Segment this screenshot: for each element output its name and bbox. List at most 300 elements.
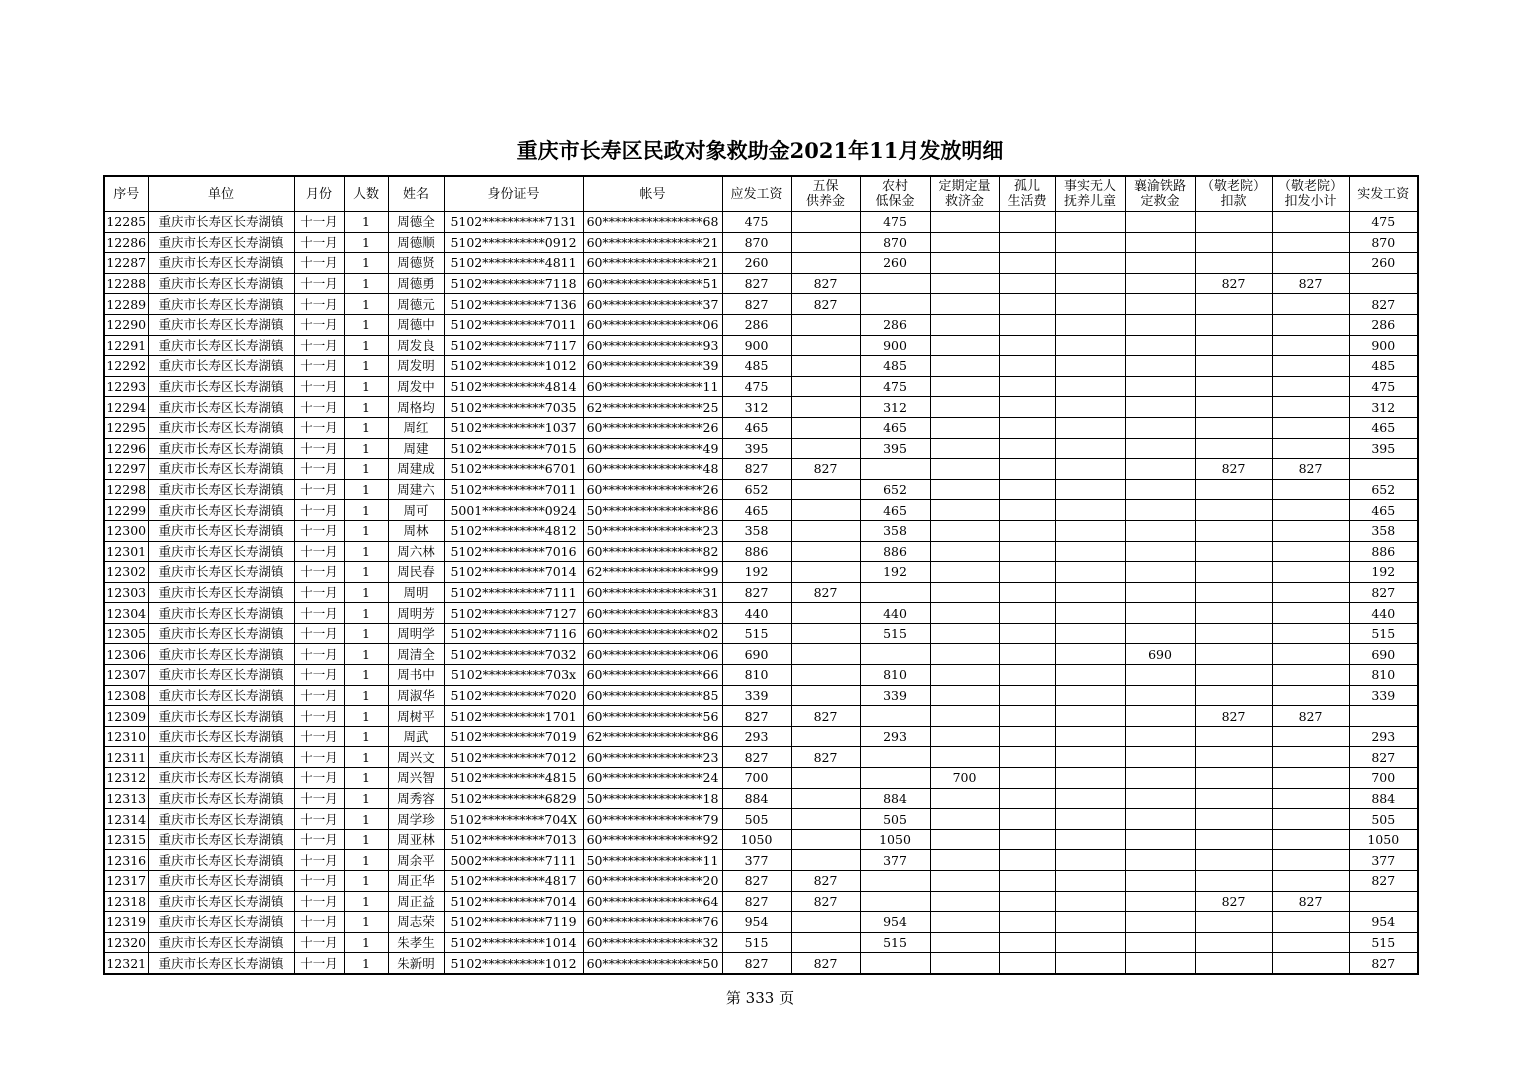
table-cell: 1050	[860, 829, 930, 850]
table-cell: 377	[860, 850, 930, 871]
table-cell: 1	[344, 314, 388, 335]
table-cell	[1125, 253, 1195, 274]
table-cell: 12286	[104, 232, 148, 253]
table-cell	[1272, 212, 1349, 233]
table-cell: 260	[860, 253, 930, 274]
table-row	[104, 314, 1418, 335]
table-cell: 377	[722, 850, 791, 871]
table-cell	[999, 603, 1055, 624]
table-cell	[1195, 356, 1272, 377]
table-cell	[1125, 747, 1195, 768]
table-cell: 1	[344, 891, 388, 912]
table-cell: 1050	[722, 829, 791, 850]
table-cell: 395	[722, 438, 791, 459]
table-cell: 440	[722, 603, 791, 624]
table-cell: 5102**********4812	[444, 520, 583, 541]
table-cell	[999, 953, 1055, 974]
table-cell: 重庆市长寿区长寿湖镇	[148, 891, 294, 912]
table-cell: 十一月	[294, 314, 344, 335]
table-cell	[791, 314, 860, 335]
table-body	[104, 212, 1418, 974]
table-cell: 12320	[104, 932, 148, 953]
table-cell	[1272, 356, 1349, 377]
table-cell: 十一月	[294, 459, 344, 480]
table-cell	[1272, 520, 1349, 541]
table-cell	[930, 397, 999, 418]
table-cell: 60****************92	[583, 829, 722, 850]
table-cell: 810	[1349, 665, 1418, 686]
table-cell: 12307	[104, 665, 148, 686]
table-cell	[1125, 273, 1195, 294]
table-cell: 60****************39	[583, 356, 722, 377]
table-cell: 十一月	[294, 932, 344, 953]
table-cell: 周建	[388, 438, 444, 459]
table-cell: 重庆市长寿区长寿湖镇	[148, 438, 294, 459]
table-cell: 周发良	[388, 335, 444, 356]
table-cell: 886	[860, 541, 930, 562]
table-row	[104, 685, 1418, 706]
table-cell: 十一月	[294, 212, 344, 233]
table-cell: 5102**********7131	[444, 212, 583, 233]
table-cell: 900	[860, 335, 930, 356]
table-cell	[791, 520, 860, 541]
table-cell	[1349, 891, 1418, 912]
table-cell: 周正益	[388, 891, 444, 912]
table-cell	[1125, 397, 1195, 418]
table-cell: 重庆市长寿区长寿湖镇	[148, 232, 294, 253]
table-cell: 50****************18	[583, 788, 722, 809]
table-cell: 870	[1349, 232, 1418, 253]
table-cell: 5102**********0912	[444, 232, 583, 253]
table-row	[104, 891, 1418, 912]
table-cell	[930, 932, 999, 953]
table-cell: 12310	[104, 726, 148, 747]
table-cell: 475	[1349, 376, 1418, 397]
table-cell	[860, 273, 930, 294]
table-cell	[1055, 479, 1125, 500]
table-cell	[1195, 500, 1272, 521]
table-cell: 192	[860, 562, 930, 583]
table-cell: 12304	[104, 603, 148, 624]
table-row	[104, 520, 1418, 541]
table-cell	[999, 212, 1055, 233]
table-cell	[1349, 459, 1418, 480]
table-cell: 827	[791, 582, 860, 603]
table-cell	[1195, 747, 1272, 768]
table-cell	[1195, 768, 1272, 789]
table-cell: 827	[722, 459, 791, 480]
table-cell: 60****************31	[583, 582, 722, 603]
table-cell	[999, 850, 1055, 871]
table-cell	[1125, 623, 1195, 644]
table-cell	[1055, 912, 1125, 933]
table-cell: 60****************02	[583, 623, 722, 644]
column-header: （敬老院） 扣发小计	[1272, 176, 1349, 212]
table-cell: 260	[1349, 253, 1418, 274]
table-cell	[1125, 520, 1195, 541]
table-cell	[1195, 665, 1272, 686]
table-cell	[930, 644, 999, 665]
table-cell	[1272, 479, 1349, 500]
table-cell	[791, 623, 860, 644]
table-cell: 1	[344, 582, 388, 603]
table-cell: 十一月	[294, 541, 344, 562]
table-cell: 12290	[104, 314, 148, 335]
table-cell	[930, 685, 999, 706]
table-cell: 515	[1349, 623, 1418, 644]
table-cell	[1272, 829, 1349, 850]
table-cell: 60****************85	[583, 685, 722, 706]
table-cell	[1055, 788, 1125, 809]
table-cell: 十一月	[294, 644, 344, 665]
table-cell	[1272, 850, 1349, 871]
table-cell	[1195, 479, 1272, 500]
table-cell: 重庆市长寿区长寿湖镇	[148, 562, 294, 583]
table-cell	[791, 850, 860, 871]
table-cell: 重庆市长寿区长寿湖镇	[148, 829, 294, 850]
table-cell: 827	[722, 273, 791, 294]
table-cell	[1272, 932, 1349, 953]
table-cell: 十一月	[294, 500, 344, 521]
table-cell: 周德勇	[388, 273, 444, 294]
table-cell	[999, 768, 1055, 789]
table-cell: 5102**********4814	[444, 376, 583, 397]
table-cell: 827	[1195, 273, 1272, 294]
table-cell	[791, 603, 860, 624]
table-cell: 5002**********7111	[444, 850, 583, 871]
table-cell: 827	[1349, 871, 1418, 892]
table-cell: 1	[344, 644, 388, 665]
table-cell: 重庆市长寿区长寿湖镇	[148, 665, 294, 686]
table-cell: 12291	[104, 335, 148, 356]
column-header: 单位	[148, 176, 294, 212]
table-cell: 884	[722, 788, 791, 809]
table-cell: 1	[344, 623, 388, 644]
table-cell	[791, 562, 860, 583]
table-cell: 周明芳	[388, 603, 444, 624]
table-cell: 12316	[104, 850, 148, 871]
table-cell: 1	[344, 665, 388, 686]
table-cell: 5102**********7117	[444, 335, 583, 356]
table-cell: 827	[1272, 459, 1349, 480]
table-cell	[1195, 212, 1272, 233]
table-cell	[1272, 376, 1349, 397]
table-cell	[791, 438, 860, 459]
table-cell	[791, 912, 860, 933]
table-cell: 1	[344, 397, 388, 418]
table-cell	[1125, 829, 1195, 850]
table-cell: 1	[344, 253, 388, 274]
table-cell: 60****************06	[583, 314, 722, 335]
table-cell	[999, 294, 1055, 315]
table-cell	[1055, 891, 1125, 912]
table-cell: 286	[860, 314, 930, 335]
table-cell: 870	[860, 232, 930, 253]
table-cell: 周德顺	[388, 232, 444, 253]
table-cell: 重庆市长寿区长寿湖镇	[148, 520, 294, 541]
table-cell: 重庆市长寿区长寿湖镇	[148, 356, 294, 377]
table-cell: 485	[722, 356, 791, 377]
table-cell: 827	[791, 706, 860, 727]
table-cell: 重庆市长寿区长寿湖镇	[148, 603, 294, 624]
table-cell	[1125, 706, 1195, 727]
table-cell: 1	[344, 520, 388, 541]
table-cell	[1195, 294, 1272, 315]
table-cell	[930, 603, 999, 624]
table-cell: 12289	[104, 294, 148, 315]
table-cell: 12296	[104, 438, 148, 459]
table-cell	[1055, 582, 1125, 603]
table-cell: 5102**********7035	[444, 397, 583, 418]
table-cell: 827	[722, 706, 791, 727]
table-cell	[1125, 850, 1195, 871]
table-cell: 60****************66	[583, 665, 722, 686]
table-cell: 周余平	[388, 850, 444, 871]
table-cell: 900	[1349, 335, 1418, 356]
table-cell: 339	[722, 685, 791, 706]
table-cell	[1272, 232, 1349, 253]
table-cell: 60****************06	[583, 644, 722, 665]
table-cell: 395	[1349, 438, 1418, 459]
table-cell: 1	[344, 232, 388, 253]
table-cell	[1055, 953, 1125, 974]
table-cell: 朱新明	[388, 953, 444, 974]
table-cell	[930, 912, 999, 933]
table-cell: 12321	[104, 953, 148, 974]
table-cell	[999, 479, 1055, 500]
table-cell: 827	[791, 294, 860, 315]
table-cell: 62****************86	[583, 726, 722, 747]
table-cell	[999, 541, 1055, 562]
table-cell	[930, 747, 999, 768]
table-cell	[930, 582, 999, 603]
table-cell	[1125, 891, 1195, 912]
table-cell	[791, 809, 860, 830]
table-cell	[791, 397, 860, 418]
table-cell: 870	[722, 232, 791, 253]
table-cell: 重庆市长寿区长寿湖镇	[148, 706, 294, 727]
table-cell: 5102**********4815	[444, 768, 583, 789]
table-cell: 十一月	[294, 685, 344, 706]
table-cell	[930, 232, 999, 253]
table-cell: 12285	[104, 212, 148, 233]
table-cell	[1125, 314, 1195, 335]
table-cell: 1	[344, 932, 388, 953]
table-cell: 周六林	[388, 541, 444, 562]
table-cell: 周发中	[388, 376, 444, 397]
table-cell	[1055, 232, 1125, 253]
table-cell: 827	[1272, 706, 1349, 727]
table-cell	[999, 644, 1055, 665]
table-cell: 690	[1349, 644, 1418, 665]
table-cell	[791, 376, 860, 397]
table-cell: 重庆市长寿区长寿湖镇	[148, 479, 294, 500]
table-cell	[1055, 562, 1125, 583]
table-cell	[1272, 335, 1349, 356]
table-cell	[860, 871, 930, 892]
table-cell: 50****************23	[583, 520, 722, 541]
table-cell: 5102**********7020	[444, 685, 583, 706]
table-row	[104, 273, 1418, 294]
table-cell: 12298	[104, 479, 148, 500]
table-cell: 60****************21	[583, 253, 722, 274]
table-cell: 12288	[104, 273, 148, 294]
table-cell	[1125, 871, 1195, 892]
table-cell: 1	[344, 747, 388, 768]
table-cell	[1195, 253, 1272, 274]
table-cell: 周学珍	[388, 809, 444, 830]
table-cell	[1195, 644, 1272, 665]
table-row	[104, 397, 1418, 418]
table-cell: 810	[860, 665, 930, 686]
table-cell	[999, 356, 1055, 377]
table-cell: 重庆市长寿区长寿湖镇	[148, 932, 294, 953]
table-cell	[1125, 562, 1195, 583]
table-cell	[1195, 562, 1272, 583]
table-cell	[930, 500, 999, 521]
table-cell	[930, 335, 999, 356]
table-cell: 192	[722, 562, 791, 583]
table-cell	[1195, 603, 1272, 624]
table-cell: 周发明	[388, 356, 444, 377]
table-cell	[1125, 726, 1195, 747]
table-cell	[930, 562, 999, 583]
table-row	[104, 232, 1418, 253]
table-cell: 周格均	[388, 397, 444, 418]
table-cell: 60****************93	[583, 335, 722, 356]
table-cell	[1055, 685, 1125, 706]
table-cell	[1195, 314, 1272, 335]
table-cell: 312	[860, 397, 930, 418]
table-cell: 周兴智	[388, 768, 444, 789]
table-cell	[1055, 314, 1125, 335]
table-cell: 5102**********6829	[444, 788, 583, 809]
table-cell: 十一月	[294, 809, 344, 830]
table-cell: 690	[1125, 644, 1195, 665]
table-cell	[1125, 932, 1195, 953]
table-cell: 重庆市长寿区长寿湖镇	[148, 273, 294, 294]
table-cell: 312	[722, 397, 791, 418]
table-cell: 465	[1349, 500, 1418, 521]
table-cell	[791, 335, 860, 356]
table-cell	[999, 232, 1055, 253]
table-cell: 十一月	[294, 356, 344, 377]
table-cell: 60****************24	[583, 768, 722, 789]
table-cell: 60****************64	[583, 891, 722, 912]
table-cell	[1272, 953, 1349, 974]
column-header: 事实无人 抚养儿童	[1055, 176, 1125, 212]
table-cell: 700	[930, 768, 999, 789]
column-header: 应发工资	[722, 176, 791, 212]
table-cell: 339	[1349, 685, 1418, 706]
table-cell	[930, 541, 999, 562]
table-cell: 5102**********7011	[444, 479, 583, 500]
table-row	[104, 417, 1418, 438]
table-cell: 5102**********7014	[444, 891, 583, 912]
table-row	[104, 582, 1418, 603]
table-cell	[1055, 747, 1125, 768]
table-row	[104, 212, 1418, 233]
table-row	[104, 953, 1418, 974]
table-cell: 1	[344, 809, 388, 830]
column-header: （敬老院） 扣款	[1195, 176, 1272, 212]
table-cell: 重庆市长寿区长寿湖镇	[148, 871, 294, 892]
table-cell	[860, 294, 930, 315]
table-cell: 周德中	[388, 314, 444, 335]
table-cell: 1	[344, 541, 388, 562]
table-cell	[999, 665, 1055, 686]
table-cell: 12308	[104, 685, 148, 706]
table-row	[104, 603, 1418, 624]
table-cell: 重庆市长寿区长寿湖镇	[148, 768, 294, 789]
table-cell: 1	[344, 953, 388, 974]
table-cell	[1125, 479, 1195, 500]
table-cell: 十一月	[294, 253, 344, 274]
table-cell	[1272, 912, 1349, 933]
table-cell: 60****************79	[583, 809, 722, 830]
table-cell	[1125, 582, 1195, 603]
table-cell	[791, 541, 860, 562]
table-cell	[999, 520, 1055, 541]
table-cell: 12312	[104, 768, 148, 789]
table-cell: 827	[1195, 891, 1272, 912]
table-cell: 1	[344, 706, 388, 727]
table-cell: 1	[344, 603, 388, 624]
table-cell	[1125, 541, 1195, 562]
table-cell: 5102**********6701	[444, 459, 583, 480]
table-cell: 358	[722, 520, 791, 541]
table-cell: 286	[722, 314, 791, 335]
table-row	[104, 294, 1418, 315]
table-cell: 周建成	[388, 459, 444, 480]
table-row	[104, 788, 1418, 809]
table-cell: 十一月	[294, 397, 344, 418]
table-cell	[1055, 253, 1125, 274]
table-cell: 954	[722, 912, 791, 933]
table-cell	[1055, 850, 1125, 871]
table-cell	[791, 829, 860, 850]
table-cell: 652	[860, 479, 930, 500]
table-cell: 5102**********4811	[444, 253, 583, 274]
table-cell	[1055, 541, 1125, 562]
table-cell: 690	[722, 644, 791, 665]
table-cell: 周德元	[388, 294, 444, 315]
table-cell	[1055, 809, 1125, 830]
table-cell: 60****************21	[583, 232, 722, 253]
table-cell	[860, 768, 930, 789]
column-header: 身份证号	[444, 176, 583, 212]
table-cell: 293	[1349, 726, 1418, 747]
table-cell	[1125, 500, 1195, 521]
column-header: 帐号	[583, 176, 722, 212]
table-cell: 十一月	[294, 376, 344, 397]
table-cell: 827	[1349, 747, 1418, 768]
table-cell	[1125, 232, 1195, 253]
table-cell: 954	[860, 912, 930, 933]
table-cell	[1125, 438, 1195, 459]
table-cell	[791, 212, 860, 233]
table-cell: 周红	[388, 417, 444, 438]
table-cell: 827	[791, 273, 860, 294]
table-cell: 485	[860, 356, 930, 377]
table-cell: 260	[722, 253, 791, 274]
page-title: 重庆市长寿区民政对象救助金2021年11月发放明细	[516, 138, 1004, 163]
table-cell	[1055, 726, 1125, 747]
table-cell: 1	[344, 376, 388, 397]
table-cell: 827	[722, 294, 791, 315]
table-cell	[1125, 768, 1195, 789]
table-cell	[1272, 644, 1349, 665]
